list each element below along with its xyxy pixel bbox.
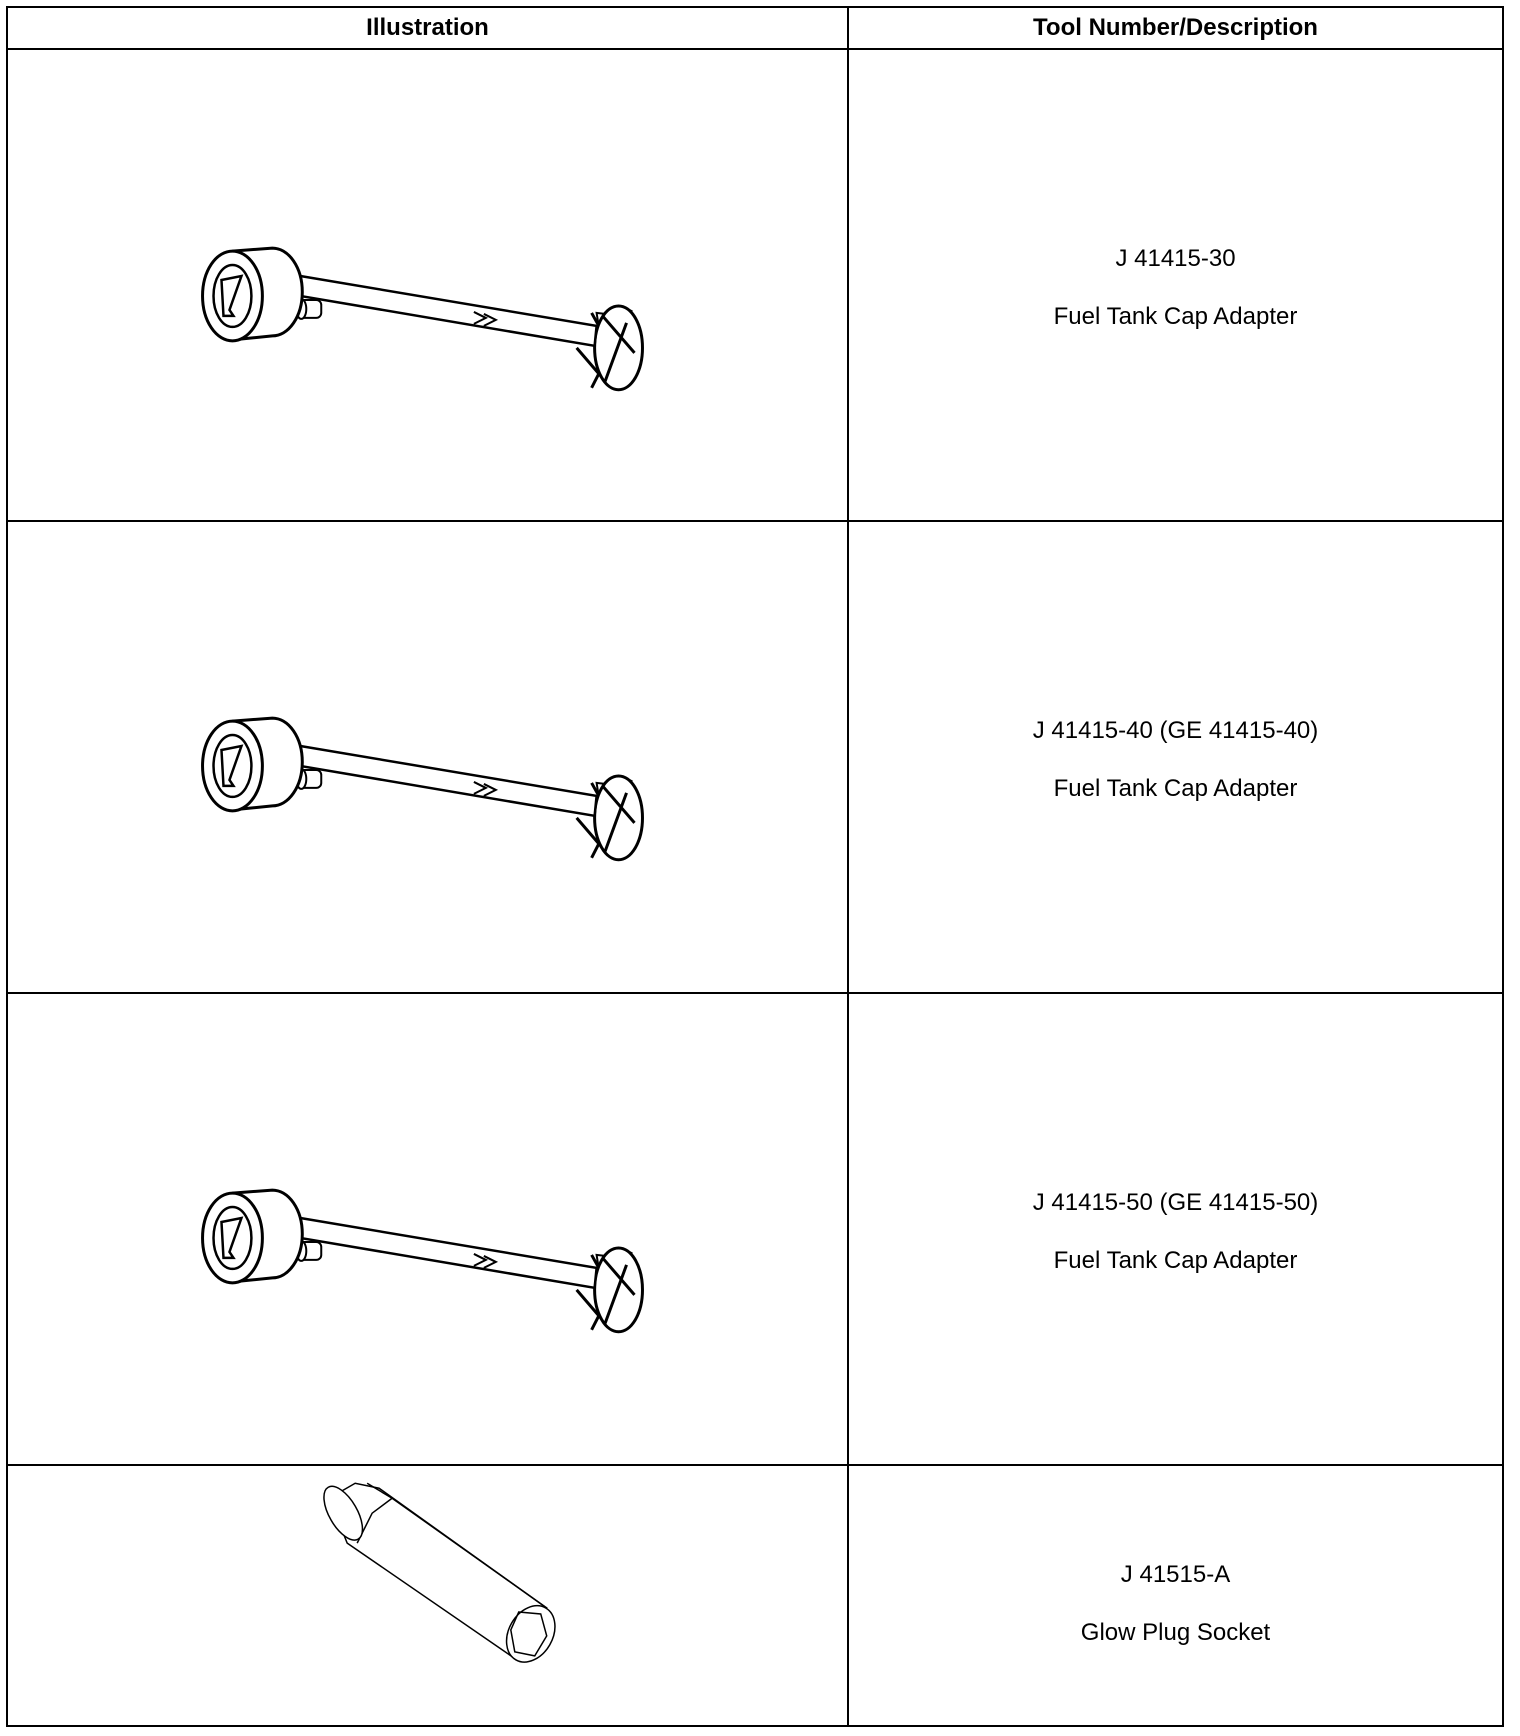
tool-number: J 41415-50 (GE 41415-50) xyxy=(1032,1189,1319,1216)
table-row xyxy=(7,993,1503,1465)
illustration-cell xyxy=(7,993,848,1465)
fuel-tank-cap-adapter-icon xyxy=(8,522,847,992)
tool-cell xyxy=(848,49,1503,521)
tool-cell xyxy=(848,993,1503,1465)
tool-cell xyxy=(848,521,1503,993)
fuel-tank-cap-adapter-icon xyxy=(8,50,847,520)
special-tools-table xyxy=(6,6,1504,1727)
illustration-column-header: Illustration xyxy=(7,7,848,49)
tool-number: J 41415-30 xyxy=(1115,245,1236,272)
illustration-cell xyxy=(7,521,848,993)
table-row xyxy=(7,1465,1503,1726)
tool-number: J 41415-40 (GE 41415-40) xyxy=(1032,717,1319,744)
tool-description: Fuel Tank Cap Adapter xyxy=(1053,303,1298,330)
glow-plug-socket-icon xyxy=(8,1466,847,1725)
table-row xyxy=(7,521,1503,993)
tool-description: Fuel Tank Cap Adapter xyxy=(1053,775,1298,802)
fuel-tank-cap-adapter-icon xyxy=(8,994,847,1464)
illustration-cell xyxy=(7,1465,848,1726)
table-header-row xyxy=(7,7,1503,49)
tool-number: J 41515-A xyxy=(1120,1561,1231,1588)
tool-column-header: Tool Number/Description xyxy=(848,7,1503,49)
tool-description: Glow Plug Socket xyxy=(1080,1619,1271,1646)
tool-description: Fuel Tank Cap Adapter xyxy=(1053,1247,1298,1274)
table-row xyxy=(7,49,1503,521)
tool-cell xyxy=(848,1465,1503,1726)
illustration-cell xyxy=(7,49,848,521)
